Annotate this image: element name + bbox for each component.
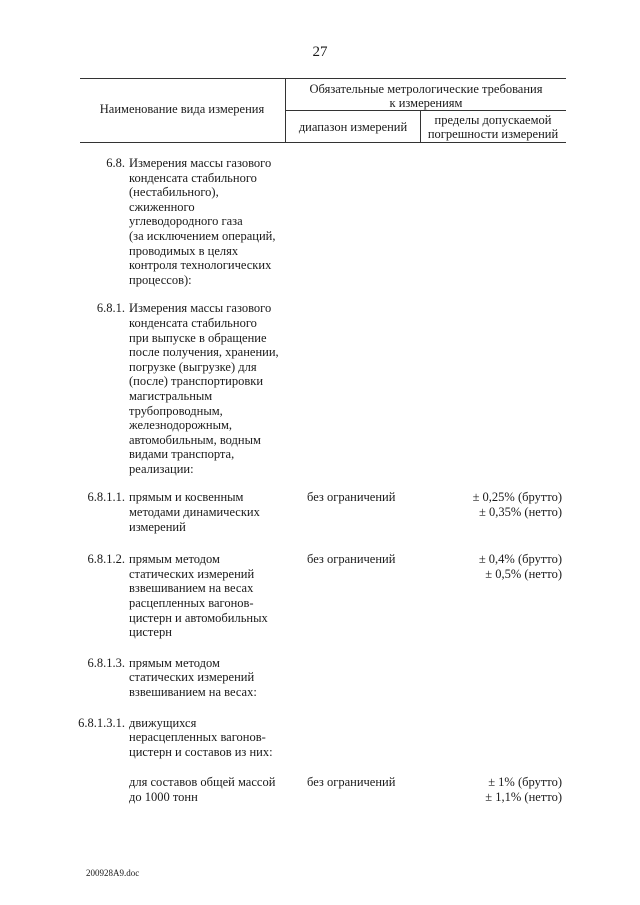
header-requirements-column: Обязательные метрологические требования к измерениям [309,82,543,110]
table-row [0,716,640,760]
table-row [0,301,640,476]
row-description: Измерения массы газового конденсата стабильного (нестабильного), сжиженного углеводородного газа (за исключением операций, проводимых в целях контроля технологических процессов): [129,156,276,287]
table-row [0,490,640,534]
row-limits: ± 0,4% (брутто) ± 0,5% (нетто) [478,552,562,581]
table-row [0,156,640,287]
table-top-rule [80,78,566,79]
row-description: Измерения массы газового конденсата стабильного при выпуске в обращение после получения, хранении, погрузке (выгрузке) для (после) транспортировки магистральным трубопроводным, железнодорожным, автомобильным, водным видами транспорта, реализации: [129,301,279,476]
row-range: без ограничений [307,775,396,790]
row-description: движущихся нерасцепленных вагонов- цистерн и составов из них: [129,715,273,759]
row-range: без ограничений [307,552,396,567]
row-number: 6.8.1.2. [87,552,125,567]
document-filename: 200928A9.doc [86,868,140,878]
row-range: без ограничений [307,490,396,505]
row-description: прямым методом статических измерений взвешиванием на весах: [129,655,257,699]
table-body [0,156,640,819]
table-row [0,656,640,700]
header-name-column: Наименование вида измерения [99,102,265,116]
row-number: 6.8.1.3.1. [78,715,125,730]
row-description: для составов общей массой до 1000 тонн [129,775,276,804]
table-header-bottom-rule [80,142,566,143]
table-subheader-rule [285,110,566,111]
row-number: 6.8. [106,156,125,170]
table-row [0,552,640,640]
row-limits: ± 1% (брутто) ± 1,1% (нетто) [485,775,562,804]
table-row [0,775,640,804]
row-description: прямым и косвенным методами динамических измерений [129,490,260,534]
row-limits: ± 0,25% (брутто) ± 0,35% (нетто) [472,490,562,520]
header-range-column: диапазон измерений [298,120,408,134]
row-number: 6.8.1.1. [87,490,125,505]
header-limits-column: пределы допускаемой погрешности измерений [427,113,559,141]
row-number: 6.8.1. [96,301,125,316]
row-description: прямым методом статических измерений взвешиванием на весах расцепленных вагонов- цистерн и автомобильных цистерн [129,552,268,640]
page-number: 27 [312,44,328,60]
row-number: 6.8.1.3. [87,655,125,670]
